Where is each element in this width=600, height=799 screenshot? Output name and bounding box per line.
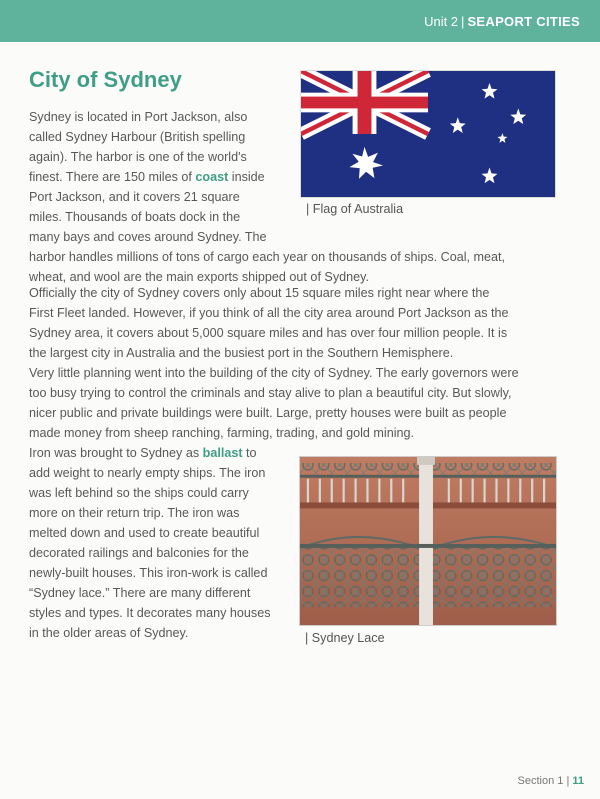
text-segment: to: [242, 446, 257, 460]
text-line: decorated railings and balconies for the: [29, 546, 249, 560]
text-line: “Sydney lace.” There are many different: [29, 586, 251, 600]
keyword-ballast: ballast: [202, 446, 243, 460]
unit-label: Unit 2: [424, 13, 459, 29]
text-line: many bays and coves around Sydney. The: [29, 230, 267, 244]
text-line: called Sydney Harbour (British spelling: [29, 130, 246, 144]
text-line: Sydney is located in Port Jackson, also: [29, 110, 248, 124]
text-segment: Iron was brought to Sydney as: [29, 446, 203, 460]
header-bar: [0, 0, 600, 42]
text-line: Very little planning went into the building of the city of Sydney. The early governors were: [29, 366, 519, 380]
keyword-coast: coast: [195, 170, 229, 184]
text-line: made money from sheep ranching, farming, trading, and gold mining.: [29, 426, 415, 440]
text-segment: inside: [228, 170, 265, 184]
text-line: newly-built houses. This iron-work is called: [29, 566, 268, 580]
text-line: was left behind so the ships could carry: [29, 486, 249, 500]
flag-caption: | Flag of Australia: [306, 202, 404, 216]
sydney-lace-image: [299, 456, 557, 626]
text-line: miles. Thousands of boats dock in the: [29, 210, 241, 224]
text-line: too busy trying to control the criminals and stay alive to plan a beautiful city. But slowly,: [29, 386, 512, 400]
text-line: the largest city in Australia and the busiest port in the Southern Hemisphere.: [29, 346, 454, 360]
page-number: 11: [572, 775, 584, 787]
footer-section: Section 1: [517, 775, 564, 787]
text-line: Port Jackson, and it covers 21 square: [29, 190, 240, 204]
text-line: more on their return trip. The iron was: [29, 506, 240, 520]
text-segment: finest. There are 150 miles of: [29, 170, 196, 184]
text-line: add weight to nearly empty ships. The iron: [29, 466, 266, 480]
text-line: [29, 168, 265, 188]
text-line: harbor handles millions of tons of cargo each year on thousands of ships. Coal, meat,: [29, 250, 506, 264]
section-title: SEAPORT CITIES: [467, 13, 580, 29]
lace-caption: | Sydney Lace: [305, 631, 385, 645]
text-line: nicer public and private buildings were built. Large, pretty houses were built as people: [29, 406, 507, 420]
flag-of-australia-image: [300, 70, 556, 198]
page-footer: [518, 775, 585, 787]
text-line: again). The harbor is one of the world's: [29, 150, 247, 164]
text-line: melted down and used to create beautiful: [29, 526, 260, 540]
text-line: styles and types. It decorates many houses: [29, 606, 271, 620]
text-line: in the older areas of Sydney.: [29, 626, 189, 640]
page-title: City of Sydney: [29, 67, 182, 92]
text-line: [29, 444, 257, 464]
text-line: wheat, and wool are the main exports shipped out of Sydney.: [29, 270, 370, 284]
text-line: Officially the city of Sydney covers only about 15 square miles right near where the: [29, 286, 490, 300]
text-line: Sydney area, it covers about 5,000 square miles and has over four million people. It is: [29, 326, 508, 340]
header-separator: |: [461, 13, 465, 29]
text-line: First Fleet landed. However, if you think of all the city area around Port Jackson as the: [29, 306, 509, 320]
footer-separator: |: [566, 775, 570, 787]
